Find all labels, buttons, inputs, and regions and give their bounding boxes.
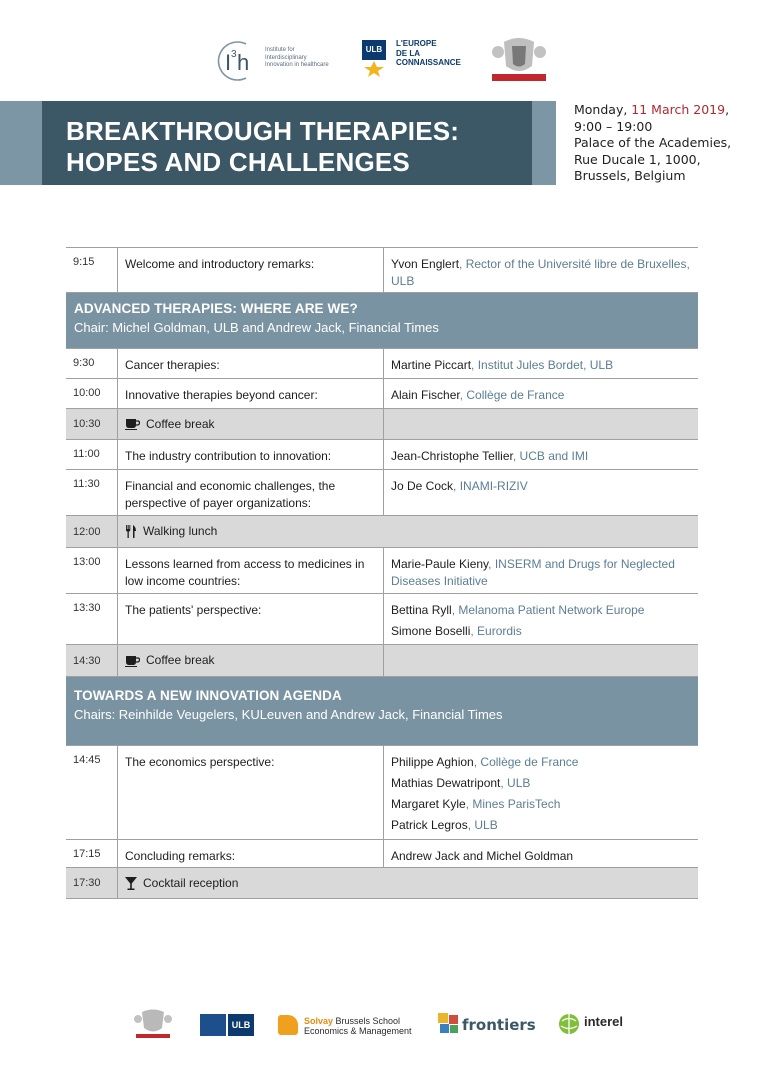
row-topic — [118, 868, 698, 898]
speaker — [391, 796, 698, 813]
solvay-mark — [278, 1015, 298, 1035]
row-time: 9:15 — [66, 248, 118, 292]
svg-text:h: h — [237, 50, 250, 75]
speaker-name: Jo De Cock — [391, 479, 454, 493]
speaker-affiliation: , ULB — [500, 776, 531, 790]
event-venue: Palace of the Academies, — [574, 135, 732, 150]
speaker — [391, 556, 698, 590]
header-logos — [0, 36, 768, 86]
row-topic: Lessons learned from access to medicines in low income countries: — [118, 548, 384, 593]
speaker — [391, 478, 698, 495]
program-row — [66, 247, 698, 292]
break-row — [66, 867, 698, 899]
speaker-affiliation: , Institut Jules Bordet, ULB — [471, 358, 614, 372]
speaker — [391, 602, 698, 619]
break-row — [66, 408, 698, 439]
ulb-footer-logo — [200, 1008, 256, 1042]
speaker-affiliation: , UCB and IMI — [512, 449, 589, 463]
speaker-affiliation: , Rector of the Université libre de Bruxelles, ULB — [391, 257, 690, 288]
cocktail-glass-icon — [125, 877, 137, 890]
row-time: 13:30 — [66, 594, 118, 644]
solvay-logo — [278, 1008, 418, 1042]
speaker-affiliation: , INAMI-RIZIV — [453, 479, 528, 493]
row-topic: The patients' perspective: — [118, 594, 384, 644]
frontiers-wordmark: frontiers — [462, 1016, 536, 1034]
row-topic: The industry contribution to innovation: — [118, 440, 384, 469]
row-speakers — [384, 594, 698, 644]
event-time: 9:00 – 19:00 — [574, 118, 653, 134]
speaker-name: Patrick Legros — [391, 818, 468, 832]
program-row — [66, 348, 698, 378]
i3h-line: Innovation in healthcare — [265, 62, 329, 68]
banner-accent-left — [0, 101, 42, 185]
frontiers-logo — [438, 1008, 534, 1042]
break-row — [66, 515, 698, 547]
row-speakers — [384, 470, 698, 515]
speaker-affiliation: , INSERM and Drugs for Neglected Diseases Initiative — [391, 557, 675, 588]
coffee-cup-icon — [125, 418, 140, 430]
speaker-name: Philippe Aghion — [391, 755, 474, 769]
speaker-name: Yvon Englert — [391, 257, 460, 271]
frontiers-mark-icon — [438, 1013, 460, 1037]
solvay-brand: Solvay — [304, 1016, 334, 1026]
speaker-affiliation: , Collège de France — [459, 388, 565, 402]
speaker-name: Mathias Dewatripont — [391, 776, 501, 790]
row-topic: Concluding remarks: — [118, 840, 384, 867]
ulb-europe-logo — [362, 36, 462, 82]
speaker-name: Bettina Ryll — [391, 603, 452, 617]
row-speakers — [384, 746, 698, 839]
solvay-subline: Economics & Management — [304, 1026, 412, 1036]
row-time: 14:45 — [66, 746, 118, 839]
row-speakers-empty — [384, 645, 698, 676]
title-banner — [42, 101, 532, 185]
section-chair: Chairs: Reinhilde Veugelers, KULeuven and Andrew Jack, Financial Times — [74, 707, 503, 722]
speaker — [391, 775, 698, 792]
row-topic: Financial and economic challenges, the perspective of payer organizations: — [118, 470, 384, 515]
program-row — [66, 439, 698, 469]
title-line: HOPES AND CHALLENGES — [66, 147, 410, 177]
speaker — [391, 623, 698, 640]
speaker-affiliation: , Melanoma Patient Network Europe — [451, 603, 645, 617]
speaker-name: Alain Fischer — [391, 388, 460, 402]
star-icon — [364, 61, 384, 77]
ulb-line: CONNAISSANCE — [396, 58, 461, 67]
program-row — [66, 593, 698, 644]
row-speakers — [384, 379, 698, 408]
row-time: 13:00 — [66, 548, 118, 593]
i3h-logo-mark — [216, 38, 262, 84]
event-address: Rue Ducale 1, 1000, — [574, 151, 701, 167]
row-speakers — [384, 248, 698, 292]
solvay-text — [304, 1016, 412, 1036]
event-city: Brussels, Belgium — [574, 168, 686, 183]
interel-logo — [558, 1008, 638, 1042]
event-day: Monday, — [574, 102, 632, 117]
speaker — [391, 754, 698, 771]
break-label: Coffee break — [146, 653, 215, 667]
event-info — [574, 102, 731, 185]
svg-text:3: 3 — [231, 49, 237, 60]
row-topic — [118, 516, 698, 547]
row-speakers — [384, 840, 698, 867]
page-title — [66, 116, 459, 178]
section-chair: Chair: Michel Goldman, ULB and Andrew Jack, Financial Times — [74, 320, 439, 335]
program-row — [66, 745, 698, 839]
row-topic: Innovative therapies beyond cancer: — [118, 379, 384, 408]
coat-of-arms-icon — [484, 36, 554, 84]
speaker-name: Simone Boselli — [391, 624, 471, 638]
section-title: ADVANCED THERAPIES: WHERE ARE WE? — [74, 301, 358, 316]
section-header — [66, 676, 698, 745]
event-date-line — [574, 102, 731, 119]
row-time: 11:00 — [66, 440, 118, 469]
row-topic: Cancer therapies: — [118, 349, 384, 378]
speaker-affiliation: , Collège de France — [473, 755, 579, 769]
speaker — [391, 256, 698, 290]
ulb-europe-text — [396, 39, 461, 68]
row-time: 10:00 — [66, 379, 118, 408]
row-time: 17:15 — [66, 840, 118, 867]
break-label: Cocktail reception — [143, 875, 239, 890]
row-topic: The economics perspective: — [118, 746, 384, 839]
speaker — [391, 448, 698, 465]
break-row — [66, 644, 698, 676]
speaker-name: Martine Piccart — [391, 358, 472, 372]
speaker-name: Marie-Paule Kieny — [391, 557, 489, 571]
row-speakers — [384, 349, 698, 378]
i3h-line: Institute for — [265, 47, 295, 53]
globe-icon — [558, 1013, 580, 1035]
speaker — [391, 817, 698, 834]
row-speakers — [384, 548, 698, 593]
banner-accent-right — [532, 101, 556, 185]
speaker — [391, 387, 698, 404]
speaker-affiliation: , Mines ParisTech — [465, 797, 561, 811]
ulb-footer-badge: ULB — [228, 1014, 254, 1036]
event-date: 11 March 2019 — [631, 102, 726, 117]
i3h-logo — [216, 38, 341, 84]
row-speakers-empty — [384, 409, 698, 439]
row-time: 14:30 — [66, 645, 118, 676]
row-time: 11:30 — [66, 470, 118, 515]
fonds-baillet-latour-logo — [484, 36, 554, 84]
row-topic — [118, 645, 384, 676]
break-label: Walking lunch — [143, 524, 218, 538]
row-time: 17:30 — [66, 868, 118, 898]
title-line: BREAKTHROUGH THERAPIES: — [66, 116, 460, 146]
ulb-line: DE LA — [396, 48, 420, 58]
break-label: Coffee break — [146, 416, 215, 431]
row-topic: Welcome and introductory remarks: — [118, 248, 384, 292]
i3h-line: Interdisciplinary — [265, 54, 307, 61]
row-topic — [118, 409, 384, 439]
footer-logos — [0, 1008, 768, 1044]
section-title: TOWARDS A NEW INNOVATION AGENDA — [74, 688, 342, 703]
coat-of-arms-icon — [132, 1008, 174, 1040]
speaker-affiliation: , ULB — [467, 818, 498, 832]
event-date-suffix: , — [725, 102, 730, 117]
program-row — [66, 378, 698, 408]
svg-text:I: I — [225, 50, 232, 75]
speaker — [391, 848, 698, 865]
ulb-seal — [200, 1014, 226, 1036]
program-table — [66, 247, 698, 899]
section-header — [66, 292, 698, 348]
coffee-cup-icon — [125, 655, 140, 667]
interel-wordmark: interel — [584, 1014, 624, 1029]
fork-knife-icon — [125, 525, 137, 538]
ulb-line: L'EUROPE — [396, 39, 437, 48]
row-time: 9:30 — [66, 349, 118, 378]
program-row — [66, 547, 698, 593]
row-time: 12:00 — [66, 516, 118, 547]
speaker-name: Margaret Kyle — [391, 797, 466, 811]
row-time: 10:30 — [66, 409, 118, 439]
i3h-logo-text — [265, 47, 343, 70]
fonds-baillet-latour-footer-logo — [132, 1008, 174, 1042]
program-row — [66, 469, 698, 515]
solvay-school: Brussels School — [333, 1016, 401, 1026]
speaker-name: Andrew Jack and Michel Goldman — [391, 849, 574, 863]
speaker — [391, 357, 698, 374]
ulb-badge: ULB — [362, 40, 386, 60]
program-row — [66, 839, 698, 867]
row-speakers — [384, 440, 698, 469]
speaker-name: Jean-Christophe Tellier — [391, 449, 513, 463]
speaker-affiliation: , Eurordis — [470, 624, 522, 638]
